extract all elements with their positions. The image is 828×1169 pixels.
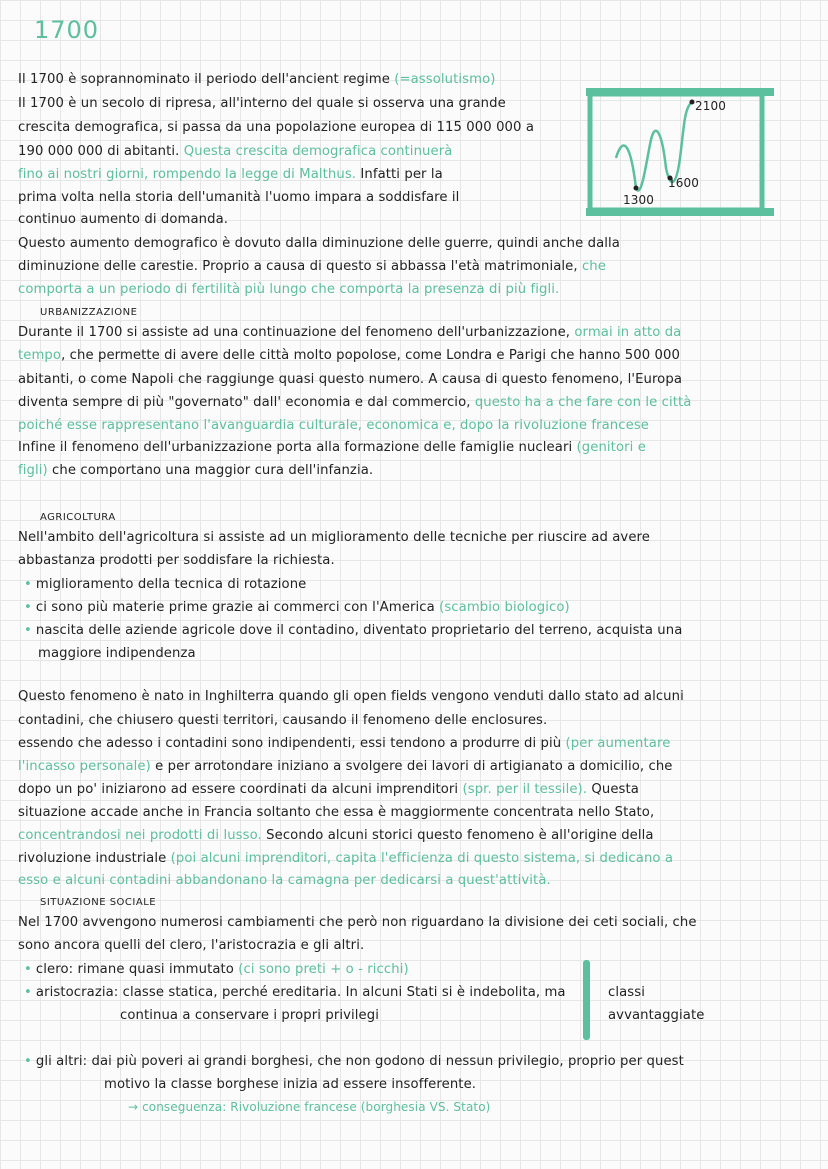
agri-line: essendo che adesso i contadini sono indipendenti, essi tendono a produrre di più (per aumentare <box>18 736 671 751</box>
graph-frame <box>590 94 762 210</box>
urban-line: diventa sempre di più "governato" dall' economia e dal commercio, questo ha a che fare con le città <box>18 395 692 410</box>
social-bullet-clero: • clero: rimane quasi immutato (ci sono preti + o - ricchi) <box>24 962 409 977</box>
section-heading-agricoltura: AGRICOLTURA <box>40 512 116 523</box>
intro-line: crescita demografica, si passa da una popolazione europea di 115 000 000 a <box>18 120 535 135</box>
agri-line: concentrandosi nei prodotti di lusso. Secondo alcuni storici questo fenomeno è all'origine della <box>18 828 654 843</box>
social-line: sono ancora quelli del clero, l'aristocrazia e gli altri. <box>18 938 365 953</box>
section-heading-urbanizzazione: URBANIZZAZIONE <box>40 307 138 318</box>
social-bullet-cont: continua a conservare i propri privilegi <box>120 1008 379 1023</box>
social-line: Nel 1700 avvengono numerosi cambiamenti che però non riguardano la divisione dei ceti sociali, che <box>18 915 697 930</box>
agri-line: situazione accade anche in Francia soltanto che essa è maggiormente concentrata nello Stato, <box>18 805 655 820</box>
agri-line: Questo fenomeno è nato in Inghilterra quando gli open fields vengono venduti dallo stato ad alcuni <box>18 689 684 704</box>
intro-line: comporta a un periodo di fertilità più lungo che comporta la presenza di più figli. <box>18 282 560 297</box>
agri-line: dopo un po' iniziarono ad essere coordinati da alcuni imprenditori (spr. per il tessile). Questa <box>18 782 639 797</box>
urban-line: Durante il 1700 si assiste ad una continuazione del fenomeno dell'urbanizzazione, ormai in atto da <box>18 325 682 340</box>
agri-line: l'incasso personale) e per arrotondare iniziano a svolgere dei lavori di artigianato a domicilio, che <box>18 759 673 774</box>
point-2100 <box>690 100 695 105</box>
graph-label-1300: 1300 <box>623 193 654 207</box>
graph-label-1600: 1600 <box>668 176 699 190</box>
intro-line: diminuzione delle carestie. Proprio a causa di questo si abbassa l'età matrimoniale, che <box>18 259 606 274</box>
population-graph <box>586 88 776 218</box>
agri-bullet: • nascita delle aziende agricole dove il contadino, diventato proprietario del terreno, acquista una <box>24 623 683 638</box>
intro-line: Il 1700 è un secolo di ripresa, all'interno del quale si osserva una grande <box>18 96 506 111</box>
agri-line: rivoluzione industriale (poi alcuni imprenditori, capita l'efficienza di questo sistema, si dedicano a <box>18 851 674 866</box>
agri-line: contadini, che chiusero questi territori, causando il fenomeno delle enclosures. <box>18 713 548 728</box>
social-bullet-aristocrazia: • aristocrazia: classe statica, perché ereditaria. In alcuni Stati si è indebolita, ma <box>24 985 566 1000</box>
agri-bullet: • ci sono più materie prime grazie ai commerci con l'America (scambio biologico) <box>24 600 570 615</box>
agri-bullet-cont: maggiore indipendenza <box>38 646 196 661</box>
agri-line: Nell'ambito dell'agricoltura si assiste ad un miglioramento delle tecniche per riuscire ad avere <box>18 530 650 545</box>
agri-line: abbastanza prodotti per soddisfare la richiesta. <box>18 553 335 568</box>
page-title: 1700 <box>34 16 100 44</box>
social-bullet-cont: motivo la classe borghese inizia ad essere insofferente. <box>104 1077 477 1092</box>
social-bullet-altri: • gli altri: dai più poveri ai grandi borghesi, che non godono di nessun privilegio, proprio per quest <box>24 1054 684 1069</box>
graph-label-2100: 2100 <box>695 99 726 113</box>
intro-line: Questo aumento demografico è dovuto dalla diminuzione delle guerre, quindi anche dalla <box>18 236 620 251</box>
urban-line: figli) che comportano una maggior cura dell'infanzia. <box>18 463 374 478</box>
urban-line: Infine il fenomeno dell'urbanizzazione porta alla formazione delle famiglie nucleari (genitori e <box>18 440 646 455</box>
urban-line: tempo, che permette di avere delle città molto popolose, come Londra e Parigi che hanno 500 000 <box>18 348 680 363</box>
urban-line: abitanti, o come Napoli che raggiunge quasi questo numero. A causa di questo fenomeno, l'Europa <box>18 372 683 387</box>
side-note: classi <box>608 985 646 1000</box>
intro-line: 190 000 000 di abitanti. Questa crescita demografica continuerà <box>18 144 453 159</box>
intro-line: prima volta nella storia dell'umanità l'uomo impara a soddisfare il <box>18 190 460 205</box>
bracket-bar <box>583 960 590 1040</box>
consequence-line: → conseguenza: Rivoluzione francese (borghesia VS. Stato) <box>128 1100 491 1114</box>
agri-bullet: • miglioramento della tecnica di rotazione <box>24 577 307 592</box>
side-note: avvantaggiate <box>608 1008 705 1023</box>
section-heading-situazione-sociale: SITUAZIONE SOCIALE <box>40 897 157 908</box>
intro-line: Il 1700 è soprannominato il periodo dell'ancient regime (=assolutismo) <box>18 72 496 87</box>
intro-line: fino ai nostri giorni, rompendo la legge di Malthus. Infatti per la <box>18 167 443 182</box>
agri-line: esso e alcuni contadini abbandonano la camagna per dedicarsi a quest'attività. <box>18 873 551 888</box>
urban-line: poiché esse rappresentano l'avanguardia culturale, economica e, dopo la rivoluzione francese <box>18 418 650 433</box>
intro-line: continuo aumento di domanda. <box>18 212 229 227</box>
point-1300 <box>634 186 639 191</box>
